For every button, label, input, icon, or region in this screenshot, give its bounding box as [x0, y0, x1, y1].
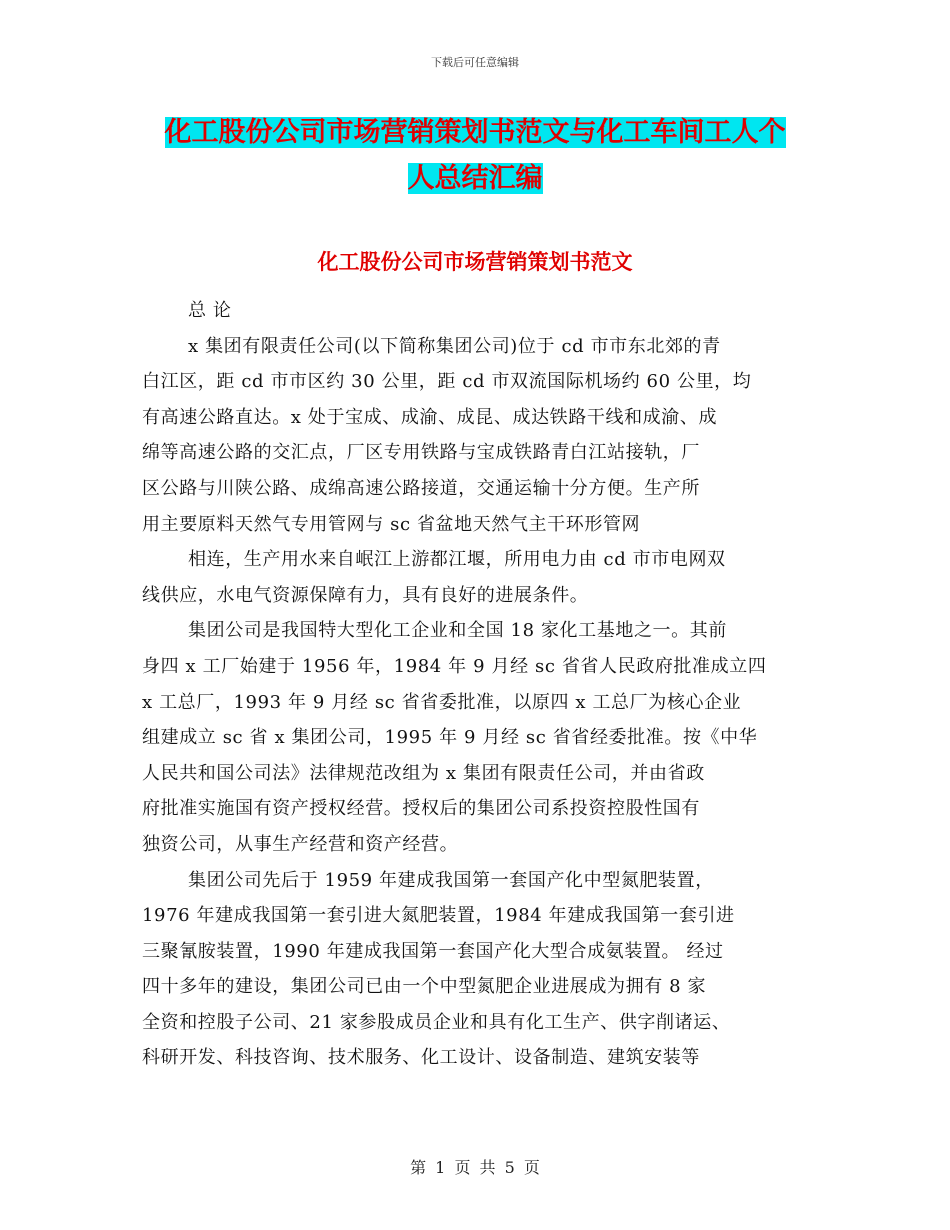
- text-line: 府批准实施国有资产授权经营。授权后的集团公司系投资控股性国有: [142, 798, 700, 820]
- text-line: 独资公司，从事生产经营和资产经营。: [142, 833, 459, 855]
- body-text: [142, 293, 822, 1076]
- text-line: 绵等高速公路的交汇点，厂区专用铁路与宝成铁路青白江站接轨，厂: [142, 442, 700, 464]
- text-line: 集团公司是我国特大型化工企业和全国 18 家化工基地之一。其前: [188, 620, 727, 642]
- document-title-line-1: 化工股份公司市场营销策划书范文与化工车间工人个: [164, 117, 786, 148]
- text-line: x 工总厂，1993 年 9 月经 sc 省省委批准，以原四 x 工总厂为核心企业: [142, 691, 742, 713]
- text-line: 身四 x 工厂始建于 1956 年，1984 年 9 月经 sc 省省人民政府批准成立四: [142, 655, 767, 677]
- text-line: 用主要原料天然气专用管网与 sc 省盆地天然气主干环形管网: [142, 513, 641, 535]
- text-line: 白江区，距 cd 市市区约 30 公里，距 cd 市双流国际机场约 60 公里，均: [142, 371, 752, 393]
- section-title: 化工股份公司市场营销策划书范文: [317, 249, 633, 274]
- text-line: 全资和控股子公司、21 家参股成员企业和具有化工生产、供字削诸运、: [142, 1011, 731, 1033]
- page-footer: 第 1 页 共 5 页: [410, 1158, 540, 1177]
- document-title-line-2: 人总结汇编: [407, 163, 543, 194]
- text-line: 区公路与川陕公路、成绵高速公路接道，交通运输十分方便。生产所: [142, 477, 700, 499]
- page-header-note: 下载后可任意编辑: [431, 56, 519, 69]
- text-line: 科研开发、科技咨询、技术服务、化工设计、设备制造、建筑安装等: [142, 1047, 700, 1069]
- text-line: 总 论: [188, 300, 232, 321]
- text-line: x 集团有限责任公司(以下简称集团公司)位于 cd 市市东北郊的青: [188, 335, 721, 357]
- text-line: 线供应，水电气资源保障有力，具有良好的进展条件。: [142, 584, 589, 606]
- text-line: 组建成立 sc 省 x 集团公司，1995 年 9 月经 sc 省省经委批准。按《中华: [142, 727, 758, 749]
- document-title: [140, 110, 810, 202]
- text-line: 1976 年建成我国第一套引进大氮肥装置，1984 年建成我国第一套引进: [142, 905, 735, 927]
- text-line: 相连，生产用水来自岷江上游都江堰，所用电力由 cd 市市电网双: [188, 549, 726, 571]
- text-line: 有高速公路直达。x 处于宝成、成渝、成昆、成达铁路干线和成渝、成: [142, 406, 718, 428]
- text-line: 集团公司先后于 1959 年建成我国第一套国产化中型氮肥装置，: [188, 869, 714, 891]
- text-line: 人民共和国公司法》法律规范改组为 x 集团有限责任公司，并由省政: [142, 762, 705, 784]
- text-line: 四十多年的建设，集团公司已由一个中型氮肥企业进展成为拥有 8 家: [142, 976, 707, 998]
- text-line: 三聚氰胺装置，1990 年建成我国第一套国产化大型合成氨装置。 经过: [142, 940, 724, 962]
